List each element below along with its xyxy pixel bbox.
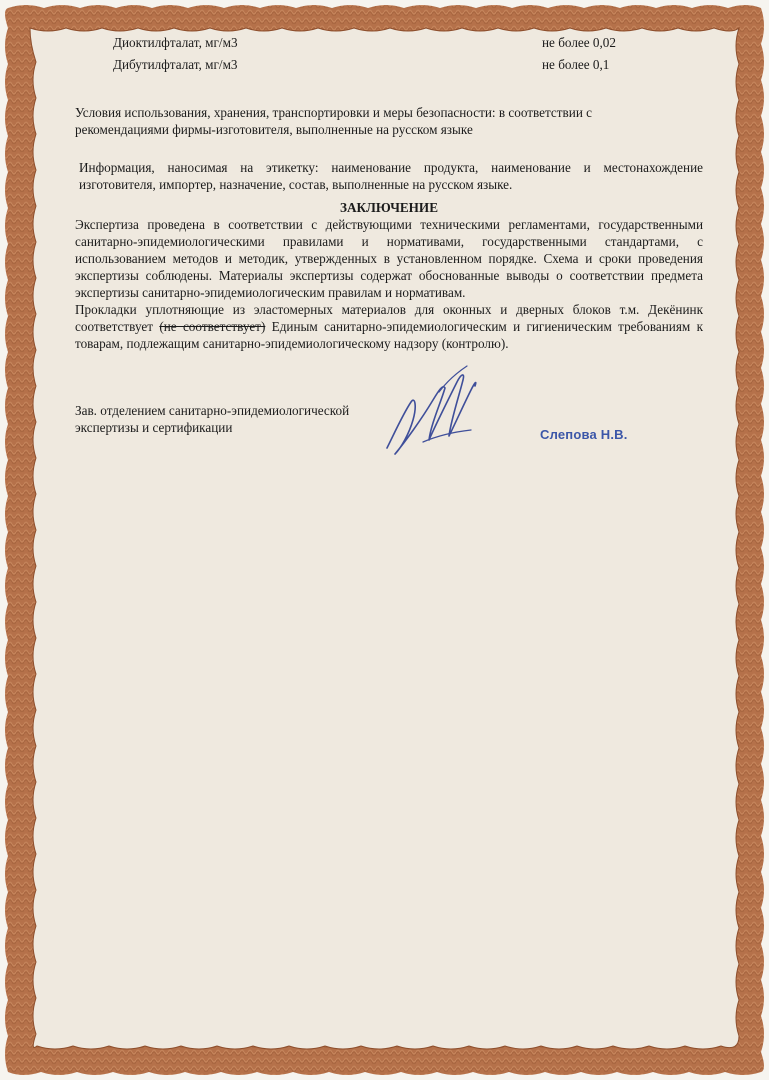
substance-limit: не более 0,02 (542, 35, 616, 50)
usage-conditions-paragraph: Условия использования, хранения, транспортировки и меры безопасности: в соответствии с рекомендациями фирмы-изготовителя, выполненные на русском языке (75, 105, 593, 137)
table-row (75, 34, 703, 56)
table-row (75, 56, 703, 78)
signoff-title-line1: Зав. отделением санитарно-эпидемиологической (75, 403, 350, 418)
signoff-block (75, 402, 405, 436)
label-info-paragraph: Информация, наносимая на этикетку: наименование продукта, наименование и местонахождение изготовителя, импортер, назначение, состав, выполненные на русском языке. (79, 160, 703, 192)
substance-name: Дибутилфталат, мг/м3 (113, 57, 238, 72)
document-body (75, 34, 703, 352)
product-name-text: Прокладки уплотняющие из эластомерных материалов для оконных и дверных блоков т.м. Декёнинк (75, 302, 703, 317)
not-complies-text: (не соответствует) (159, 319, 266, 334)
signoff-title-line2: экспертизы и сертификации (75, 420, 233, 435)
conclusion-heading: ЗАКЛЮЧЕНИЕ (339, 200, 438, 215)
conclusion-paragraph: Экспертиза проведена в соответствии с действующими техническими регламентами, государственными санитарно-эпидемиологическими правилами и нормативами, государственными стандартами, с использованием методов и методик, утвержденных в установленном порядке. Схема и сроки проведения экспертизы соблюдены. Материалы экспертизы содержат обоснованные выводы о соответствии предмета экспертизы санитарно-эпидемиологическим правилам и нормативам. (75, 217, 703, 300)
complies-text: соответствует (75, 319, 153, 334)
substance-name: Диоктилфталат, мг/м3 (113, 35, 238, 50)
requirements-text: Единым санитарно-эпидемиологическим и гигиеническим требованиям к товарам, подлежащим санитарно-эпидемиологическому надзору (контролю). (75, 319, 704, 351)
stamp-name: Слепова Н.В. (540, 427, 628, 442)
product-conclusion-paragraph (75, 301, 703, 352)
substance-limit: не более 0,1 (542, 57, 610, 72)
handwritten-signature (375, 362, 485, 464)
